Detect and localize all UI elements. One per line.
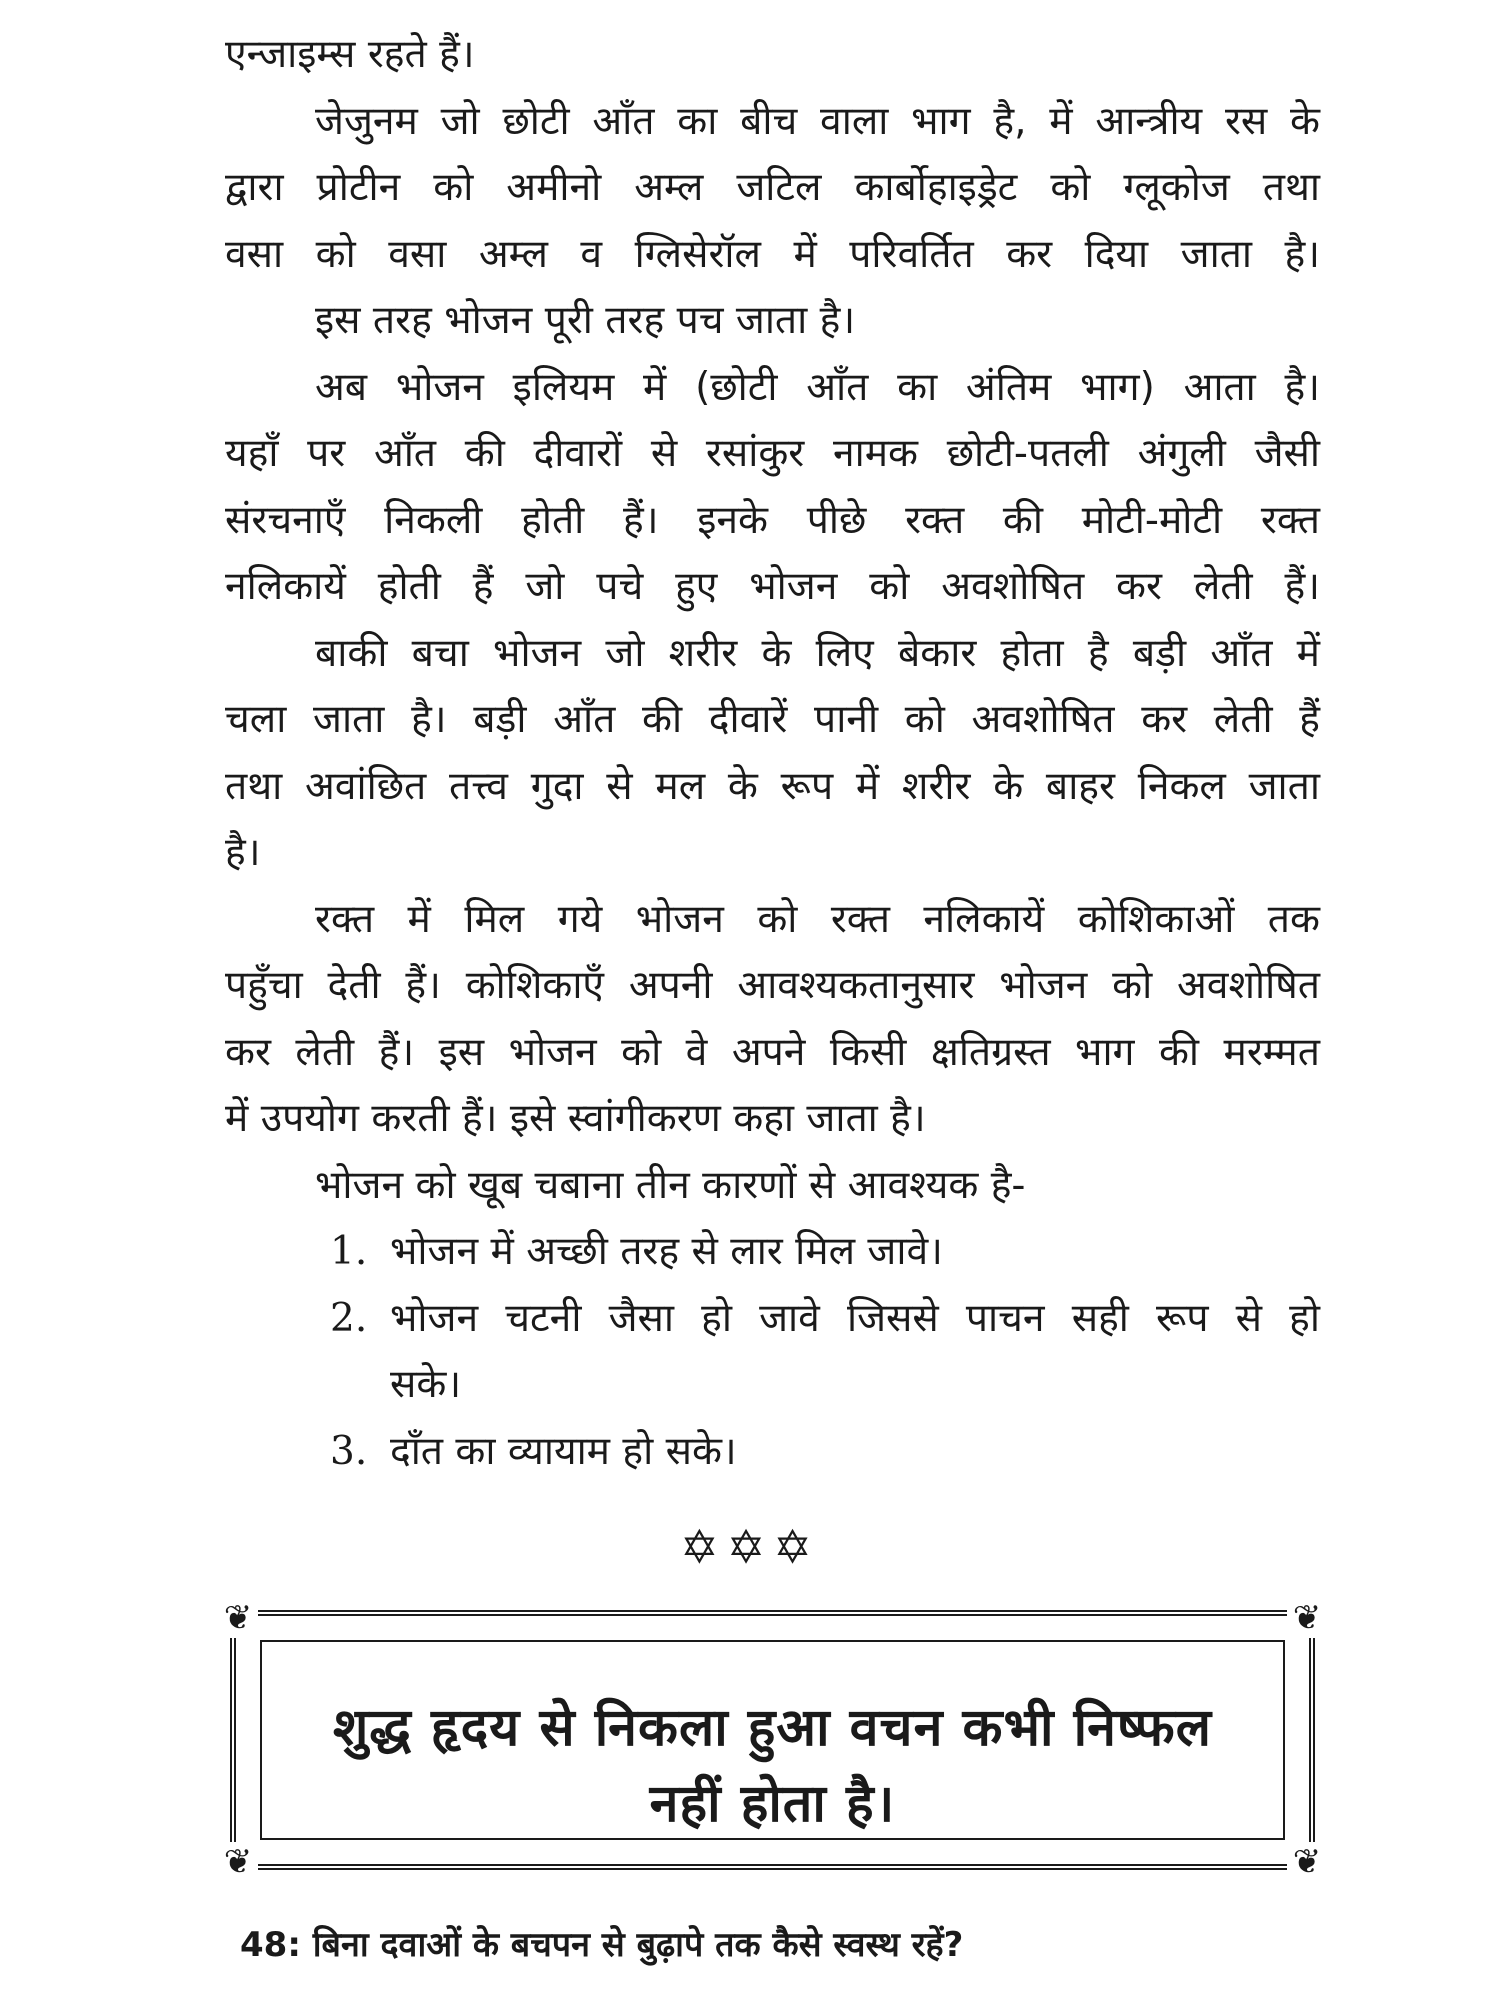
text-line: भोजन को खूब चबाना तीन कारणों से आवश्यक है- [315,1162,1026,1208]
text-line: नलिकायें होती हैं जो पचे हुए भोजन को अवशोषित कर लेती हैं। [225,564,1320,609]
list-item [330,1286,1320,1419]
text-line: बाकी बचा भोजन जो शरीर के लिए बेकार होता है बड़ी आँत में [315,630,1320,676]
list-text-line: सके। [390,1362,462,1407]
text-line: में उपयोग करती हैं। इसे स्वांगीकरण कहा जाता है। [225,1096,926,1141]
list-text: दाँत का व्यायाम हो सके। [390,1428,737,1474]
list-number: 1. [330,1229,368,1274]
numbered-list [330,1219,1320,1485]
list-number: 3. [330,1428,368,1474]
list-text [390,1286,1320,1419]
ornament-icon: ❦ [218,1598,258,1638]
text-line: जेजुनम जो छोटी आँत का बीच वाला भाग है, में आन्त्रीय रस के [315,98,1320,144]
quote-line: नहीं होता है। [649,1774,896,1834]
text-line: द्वारा प्रोटीन को अमीनो अम्ल जटिल कार्बोहाइड्रेट को ग्लूकोज तथा [225,165,1320,210]
text-line: पहुँचा देती हैं। कोशिकाएँ अपनी आवश्यकतानुसार भोजन को अवशोषित [225,963,1320,1008]
quote-box [223,1598,1322,1882]
text-line: कर लेती हैं। इस भोजन को वे अपने किसी क्षतिग्रस्त भाग की मरम्मत [225,1029,1320,1075]
text-line: यहाँ पर आँत की दीवारों से रसांकुर नामक छोटी-पतली अंगुली जैसी [225,431,1320,476]
page-footer: 48: बिना दवाओं के बचपन से बुढ़ापे तक कैसे स्वस्थ रहें? [240,1925,964,1965]
list-text-line: भोजन चटनी जैसा हो जावे जिससे पाचन सही रूप से हो [390,1295,1320,1341]
section-separator: ✡✡✡ [680,1520,820,1574]
quote-text [236,1690,1309,1842]
ornament-icon: ❦ [218,1842,258,1882]
body-text [225,22,1320,1219]
text-line: इस तरह भोजन पूरी तरह पच जाता है। [315,298,856,343]
text-line: अब भोजन इलियम में (छोटी आँत का अंतिम भाग) आता है। [315,364,1320,410]
text-line: रक्त में मिल गये भोजन को रक्त नलिकायें कोशिकाओं तक [315,896,1320,942]
list-text: भोजन में अच्छी तरह से लार मिल जावे। [390,1229,943,1274]
text-line: है। [225,830,261,875]
text-line: संरचनाएँ निकली होती हैं। इनके पीछे रक्त की मोटी-मोटी रक्त [225,497,1320,543]
text-line: तथा अवांछित तत्त्व गुदा से मल के रूप में शरीर के बाहर निकल जाता [225,763,1320,809]
ornament-icon: ❦ [1287,1598,1327,1638]
text-line: एन्जाइम्स रहते हैं। [225,32,475,77]
list-item [330,1219,1320,1286]
list-item [330,1419,1320,1486]
text-line: वसा को वसा अम्ल व ग्लिसेरॉल में परिवर्तित कर दिया जाता है। [225,231,1320,277]
list-number: 2. [330,1295,368,1341]
quote-line: शुद्ध हृदय से निकला हुआ वचन कभी निष्फल [332,1698,1213,1758]
ornament-icon: ❦ [1287,1842,1327,1882]
text-line: चला जाता है। बड़ी आँत की दीवारें पानी को अवशोषित कर लेती हैं [225,697,1320,742]
